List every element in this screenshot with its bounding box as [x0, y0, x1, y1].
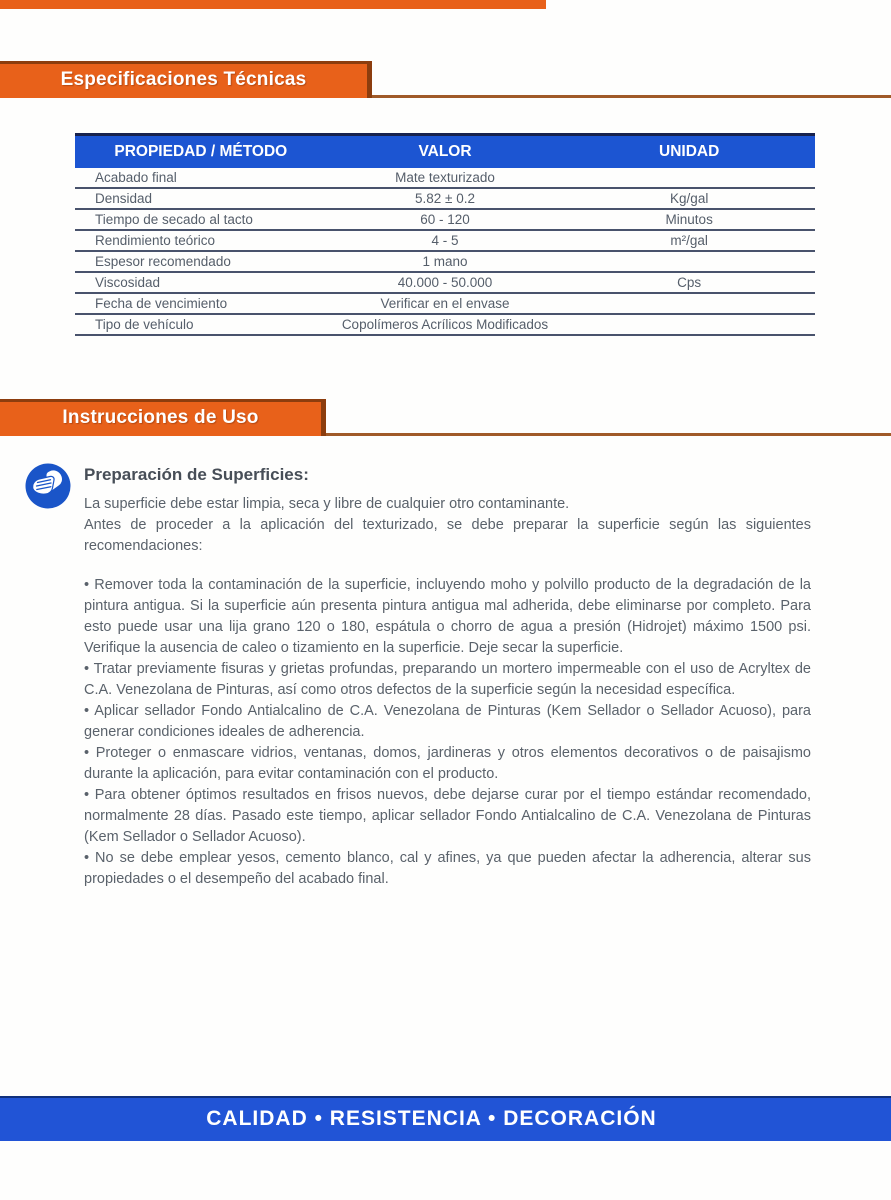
property-cell: Tipo de vehículo — [95, 317, 194, 332]
instruction-bullet: • Tratar previamente fisuras y grietas profundas, preparando un mortero impermeable con el uso de Acryltex de C.A. Venezolana de Pinturas, así como otros defectos de la superficie según la necesidad específica. — [84, 661, 811, 698]
property-cell: Densidad — [95, 191, 153, 206]
property-cell: Viscosidad — [95, 275, 161, 290]
value-cell: 40.000 - 50.000 — [397, 275, 493, 290]
unit-cell: Minutos — [665, 212, 713, 227]
unit-cell: Cps — [677, 275, 702, 290]
property-cell: Espesor recomendado — [95, 254, 231, 269]
property-cell: Tiempo de secado al tacto — [95, 212, 253, 227]
preparation-intro-line: La superficie debe estar limpia, seca y libre de cualquier otro contaminante. — [84, 496, 570, 512]
table-row — [75, 315, 815, 336]
footer-slogan-bar: CALIDAD • RESISTENCIA • DECORACIÓN — [0, 1096, 891, 1141]
usage-section-title: Instrucciones de Uso — [0, 399, 326, 436]
top-accent-bar — [0, 0, 546, 9]
table-row — [75, 168, 815, 189]
property-cell: Acabado final — [95, 170, 177, 185]
property-cell: Fecha de vencimiento — [95, 296, 228, 311]
value-cell: 1 mano — [422, 254, 468, 269]
column-header-unit: UNIDAD — [659, 143, 720, 160]
instruction-bullet: • No se debe emplear yesos, cemento blanco, cal y afines, ya que pueden afectar la adherencia, alterar sus propiedades o el desempeño del acabado final. — [84, 850, 811, 887]
column-header-value: VALOR — [418, 143, 472, 160]
table-row — [75, 231, 815, 252]
value-cell: 60 - 120 — [420, 212, 470, 227]
specs-section-title: Especificaciones Técnicas — [0, 61, 372, 98]
instruction-bullet: • Para obtener óptimos resultados en frisos nuevos, debe dejarse curar por el tiempo estándar recomendado, normalmente 28 días. Pasado este tiempo, aplicar sellador Fondo Antialcalino de C.A. Venezolana de Pinturas (Kem Sellador o Sellador Acuoso). — [84, 787, 811, 845]
spec-table — [75, 133, 815, 336]
instruction-bullet: • Remover toda la contaminación de la superficie, incluyendo moho y polvillo producto de la degradación de la pintura antigua. Si la superficie aún presenta pintura antigua mal adherida, debe eliminarse por completo. Para esto puede usar una lija grano 120 o 180, espátula o chorro de agua a presión (Hidrojet) máximo 1500 psi. Verifique la ausencia de caleo o tizamiento en la superficie. Deje secar la superficie. — [84, 577, 811, 656]
value-cell: Copolímeros Acrílicos Modificados — [341, 317, 549, 332]
instruction-bullet: • Proteger o enmascare vidrios, ventanas, domos, jardineras y otros elementos decorativos o de paisajismo durante la aplicación, para evitar contaminación con el producto. — [84, 745, 811, 782]
table-row — [75, 252, 815, 273]
unit-cell: m²/gal — [670, 233, 708, 248]
preparation-intro-paragraph: Antes de proceder a la aplicación del texturizado, se debe preparar la superficie según las siguientes recomendaciones: — [84, 517, 811, 554]
instruction-list — [84, 575, 811, 890]
instruction-bullet: • Aplicar sellador Fondo Antialcalino de C.A. Venezolana de Pinturas (Kem Sellador o Sellador Acuoso), para generar condiciones ideales de adherencia. — [84, 703, 811, 740]
protective-hands-icon — [24, 462, 72, 510]
property-cell: Rendimiento teórico — [95, 233, 216, 248]
table-row — [75, 210, 815, 231]
column-header-property: PROPIEDAD / MÉTODO — [114, 143, 288, 160]
value-cell: Mate texturizado — [395, 170, 495, 185]
table-row — [75, 273, 815, 294]
table-row — [75, 189, 815, 210]
spec-table-header-row — [75, 133, 815, 168]
value-cell: 5.82 ± 0.2 — [415, 191, 475, 206]
value-cell: Verificar en el envase — [380, 296, 510, 311]
unit-cell: Kg/gal — [670, 191, 709, 206]
table-row — [75, 294, 815, 315]
value-cell: 4 - 5 — [431, 233, 459, 248]
preparation-heading: Preparación de Superficies: — [84, 465, 309, 484]
preparation-section — [84, 464, 811, 890]
spec-table-body — [75, 168, 815, 336]
